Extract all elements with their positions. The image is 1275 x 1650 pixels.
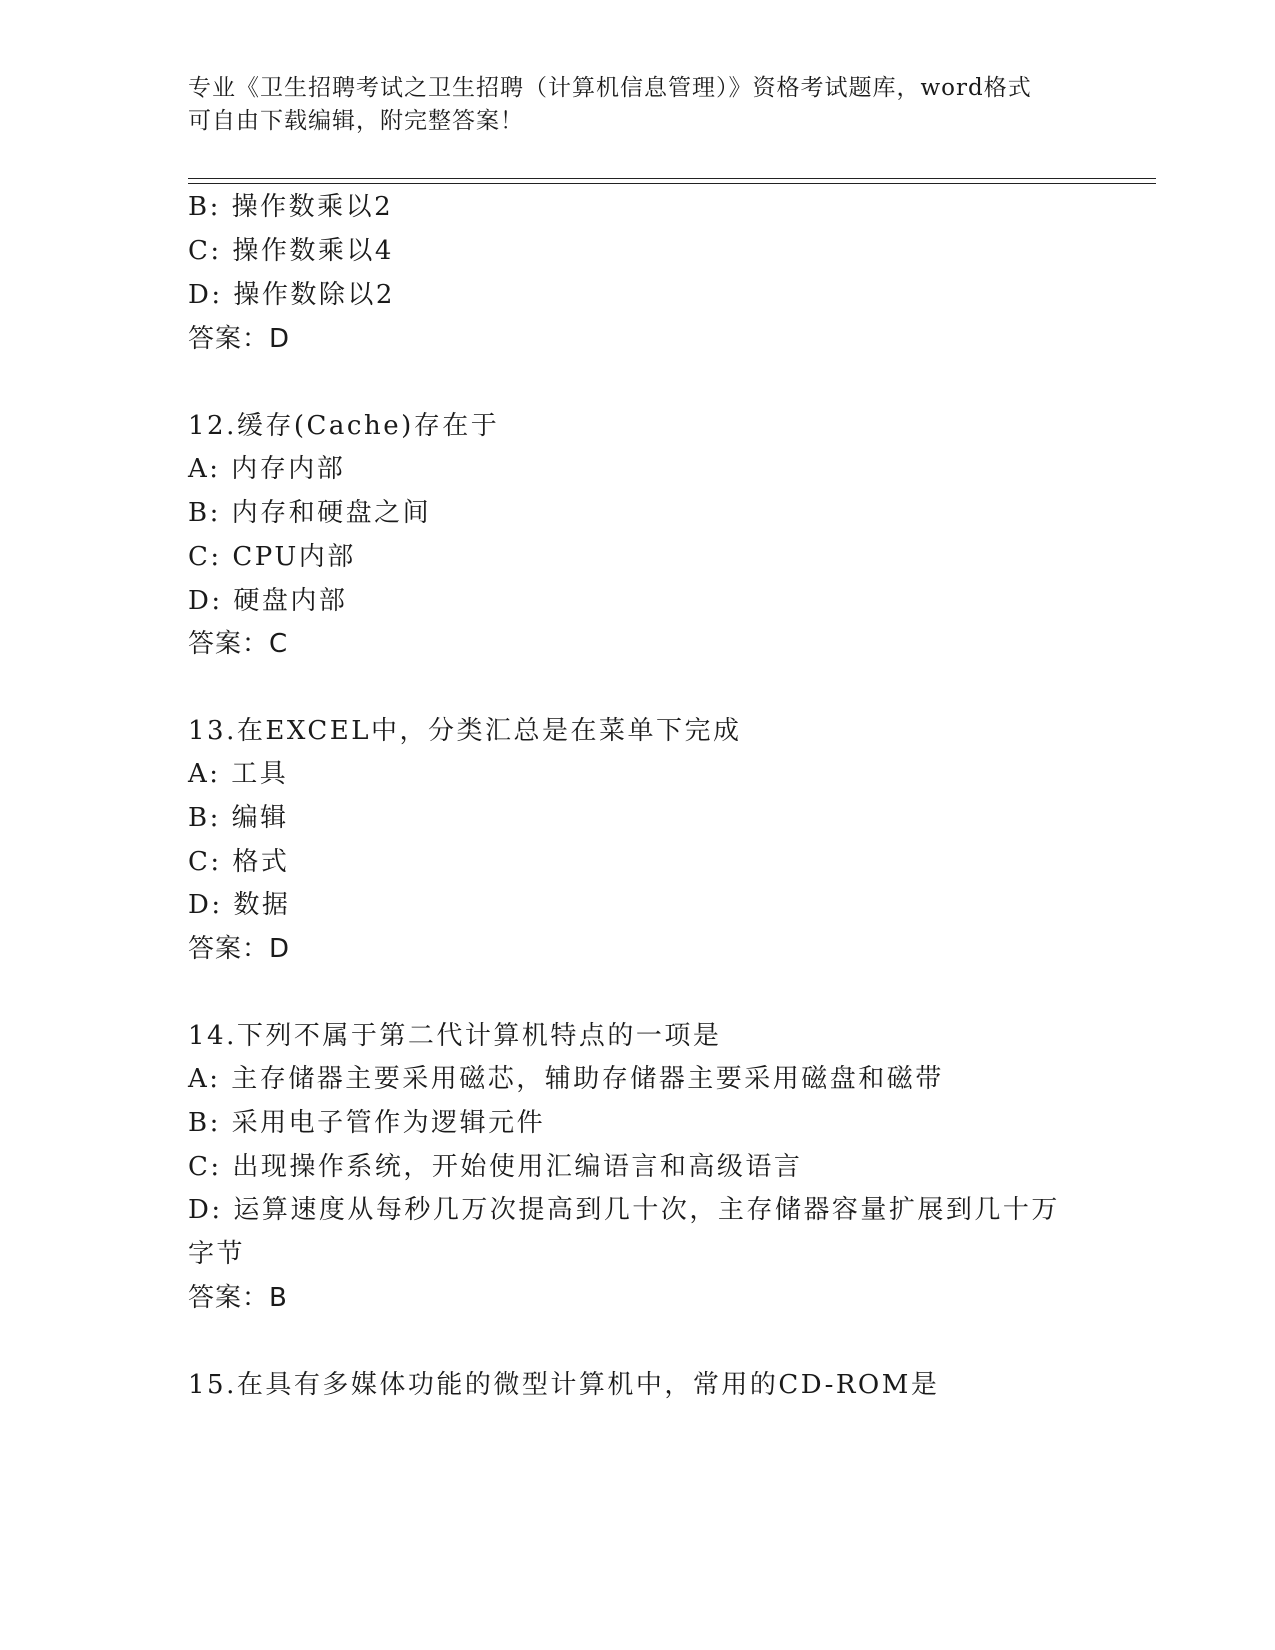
q13-option-c: C: 格式	[188, 847, 290, 877]
header-title-line-1: 专业《卫生招聘考试之卫生招聘（计算机信息管理）》资格考试题库，word格式	[188, 75, 1032, 101]
q14-answer: 答案：B	[188, 1283, 288, 1313]
document-header	[188, 72, 1088, 138]
q13-option-b: B: 编辑	[188, 803, 289, 833]
q14-option-b: B: 采用电子管作为逻辑元件	[188, 1108, 546, 1138]
q11-option-b: B: 操作数乘以2	[188, 192, 394, 222]
q11-option-c: C: 操作数乘以4	[188, 236, 394, 266]
q12-answer: 答案：C	[188, 629, 289, 659]
header-divider-top	[188, 178, 1156, 179]
q14-option-d-line-1: D: 运算速度从每秒几万次提高到几十次，主存储器容量扩展到几十万	[188, 1195, 1060, 1225]
q14-question: 14.下列不属于第二代计算机特点的一项是	[188, 1021, 722, 1051]
q12-option-c: C: CPU内部	[188, 542, 356, 572]
header-divider-bottom	[188, 183, 1156, 184]
q15-question: 15.在具有多媒体功能的微型计算机中，常用的CD-ROM是	[188, 1370, 940, 1400]
q13-option-d: D: 数据	[188, 890, 291, 920]
header-title-line-2: 可自由下载编辑，附完整答案！	[188, 108, 524, 134]
q12-option-d: D: 硬盘内部	[188, 586, 348, 616]
q14-option-c: C: 出现操作系统，开始使用汇编语言和高级语言	[188, 1152, 803, 1182]
q13-option-a: A: 工具	[188, 759, 289, 789]
q11-option-d: D: 操作数除以2	[188, 280, 395, 310]
q12-option-b: B: 内存和硬盘之间	[188, 498, 432, 528]
q14-option-a: A: 主存储器主要采用磁芯，辅助存储器主要采用磁盘和磁带	[188, 1064, 944, 1094]
q14-option-d-line-2: 字节	[188, 1239, 246, 1269]
q13-answer: 答案：D	[188, 934, 291, 964]
q13-question: 13.在EXCEL中，分类汇总是在菜单下完成	[188, 716, 742, 746]
q12-question: 12.缓存(Cache)存在于	[188, 411, 500, 441]
q12-option-a: A: 内存内部	[188, 454, 346, 484]
q11-answer: 答案：D	[188, 324, 291, 354]
